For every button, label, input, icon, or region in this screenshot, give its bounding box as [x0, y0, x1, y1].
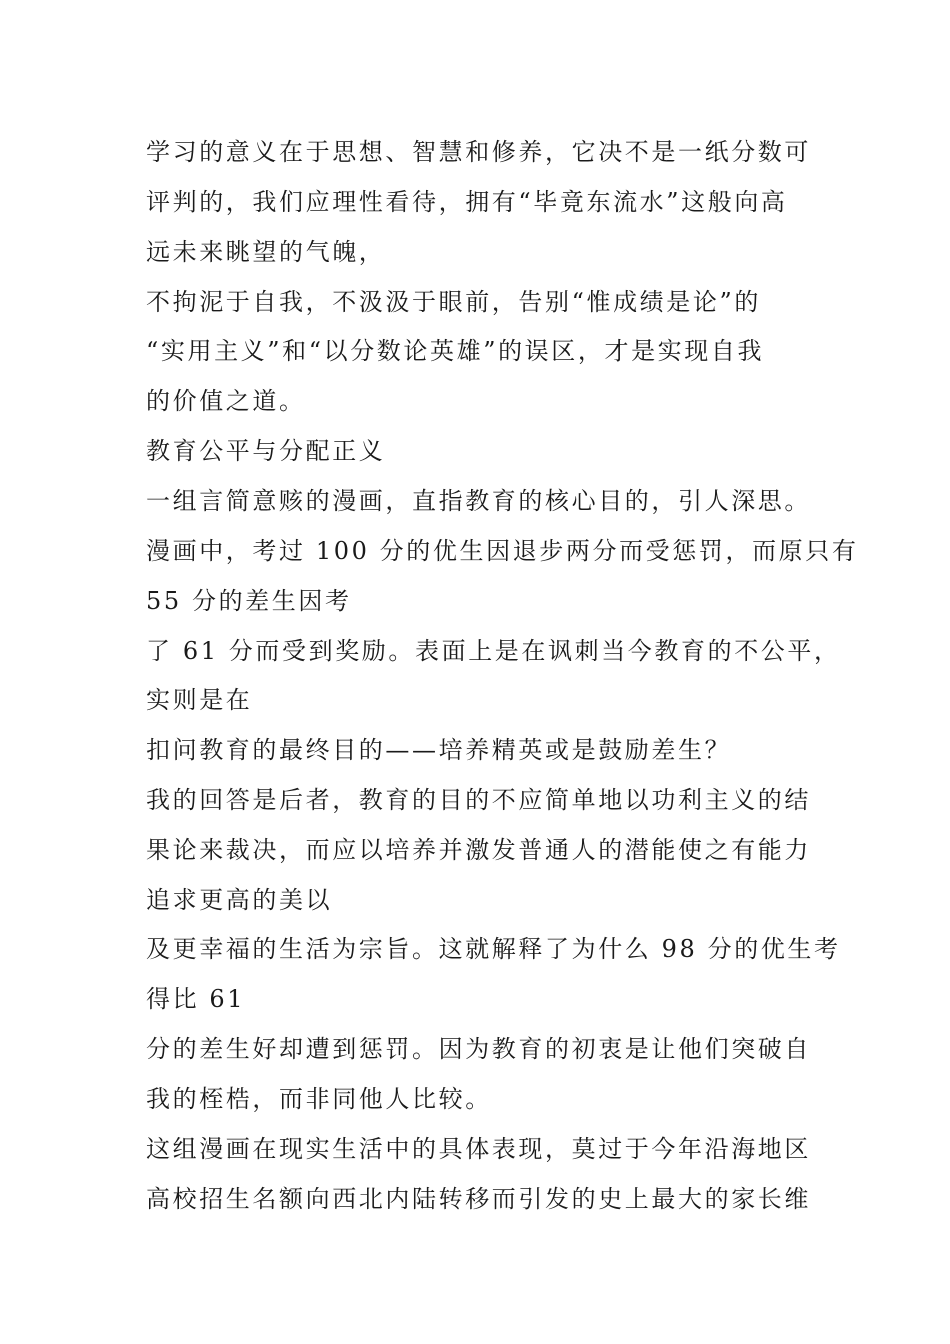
text-line: 一组言简意赅的漫画，直指教育的核心目的，引人深思。 — [146, 487, 811, 515]
text-line: 我的回答是后者，教育的目的不应简单地以功利主义的结 — [146, 786, 811, 814]
text-line: 及更幸福的生活为宗旨。这就解释了为什么 98 分的优生考 — [146, 935, 841, 963]
text-line: 高校招生名额向西北内陆转移而引发的史上最大的家长维 — [146, 1185, 811, 1213]
text-line: 评判的，我们应理性看待，拥有“毕竟东流水”这般向高 — [146, 188, 788, 216]
text-line: 我的桎梏，而非同他人比较。 — [146, 1085, 492, 1113]
text-line: 得比 61 — [146, 985, 246, 1013]
text-line: “实用主义”和“以分数论英雄”的误区，才是实现自我 — [146, 337, 765, 365]
text-line: 果论来裁决，而应以培养并激发普通人的潜能使之有能力 — [146, 836, 811, 864]
text-line: 实则是在 — [146, 686, 253, 714]
text-line: 55 分的差生因考 — [146, 587, 352, 615]
section-heading: 教育公平与分配正义 — [146, 437, 386, 465]
text-line: 扣问教育的最终目的——培养精英或是鼓励差生？ — [146, 736, 732, 764]
text-line: 不拘泥于自我，不汲汲于眼前，告别“惟成绩是论”的 — [146, 288, 761, 316]
text-line: 漫画中，考过 100 分的优生因退步两分而受惩罚，而原只有 — [146, 537, 859, 565]
text-line: 这组漫画在现实生活中的具体表现，莫过于今年沿海地区 — [146, 1135, 811, 1163]
text-line: 了 61 分而受到奖励。表面上是在讽刺当今教育的不公平， — [146, 637, 841, 665]
text-line: 的价值之道。 — [146, 387, 306, 415]
text-line: 追求更高的美以 — [146, 886, 333, 914]
text-line: 远未来眺望的气魄， — [146, 238, 386, 266]
text-line: 学习的意义在于思想、智慧和修养，它决不是一纸分数可 — [146, 138, 811, 166]
text-line: 分的差生好却遭到惩罚。因为教育的初衷是让他们突破自 — [146, 1035, 811, 1063]
